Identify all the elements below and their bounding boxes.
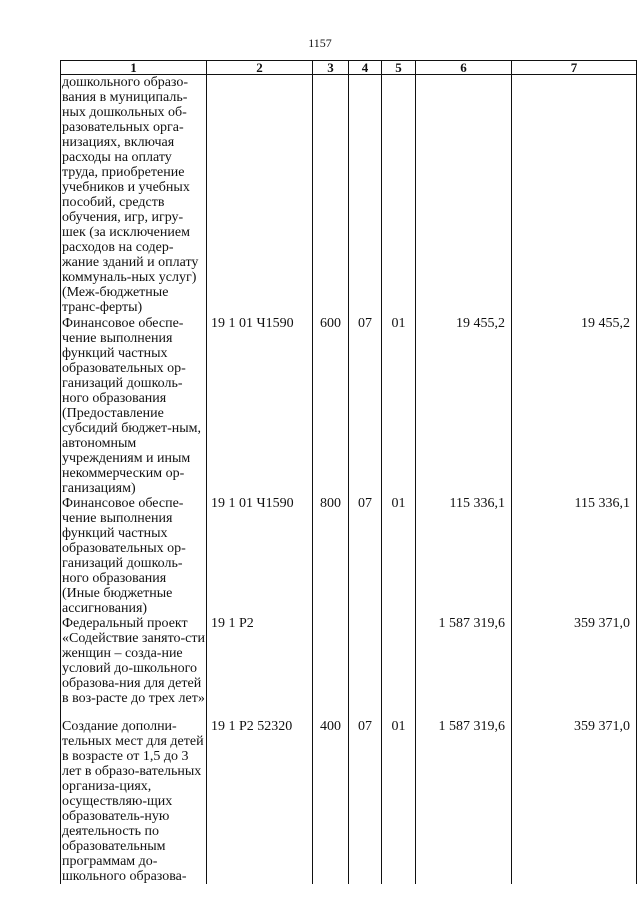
- row-col-6: 1 587 319,6: [416, 616, 512, 719]
- budget-table: [60, 60, 637, 884]
- row-col-7: 115 336,1: [512, 496, 637, 616]
- row-col-7: 359 371,0: [512, 719, 637, 884]
- header-col-6: 6: [416, 61, 512, 75]
- table-row: [61, 316, 637, 496]
- row-code: 19 1 01 Ч1590: [207, 496, 313, 616]
- row-col-6: 115 336,1: [416, 496, 512, 616]
- page-number: 1157: [308, 36, 332, 50]
- row-name: Финансовое обеспе-чение выполнения функций частных образовательных ор-ганизаций дошколь-ного образования (Иные бюджетные ассигнования): [61, 496, 207, 616]
- header-col-4: 4: [349, 61, 382, 75]
- row-col-4: [349, 75, 382, 317]
- row-col-4: 07: [349, 719, 382, 884]
- header-col-7: 7: [512, 61, 637, 75]
- row-col-3: [313, 616, 349, 719]
- row-col-5: 01: [382, 496, 416, 616]
- row-col-6: 1 587 319,6: [416, 719, 512, 884]
- table-row: [61, 719, 637, 884]
- table-header-row: [61, 61, 637, 75]
- row-name: дошкольного образо-вания в муниципаль-ных дошкольных об-разовательных орга-низациях, включая расходы на оплату труда, приобретение учебников и учебных пособий, средств обучения, игр, игру-шек (за исключением расходов на содер-жание зданий и оплату коммуналь-ных услуг) (Меж-бюджетные транс-ферты): [61, 75, 207, 317]
- row-col-4: [349, 616, 382, 719]
- row-col-3: 800: [313, 496, 349, 616]
- row-col-5: [382, 75, 416, 317]
- row-col-7: 359 371,0: [512, 616, 637, 719]
- row-col-3: [313, 75, 349, 317]
- row-col-7: [512, 75, 637, 317]
- table-row: [61, 496, 637, 616]
- row-code: 19 1 01 Ч1590: [207, 316, 313, 496]
- table-row: [61, 75, 637, 317]
- row-code: [207, 75, 313, 317]
- row-name: Создание дополни-тельных мест для детей в возрасте от 1,5 до 3 лет в образо-вательных организа-циях, осуществляю-щих образователь-ную деятельность по образовательным программам до-школьного образова-: [61, 719, 207, 884]
- row-col-4: 07: [349, 496, 382, 616]
- header-col-2: 2: [207, 61, 313, 75]
- row-name: Федеральный проект «Содействие занято-сти женщин – созда-ние условий до-школьного образова-ния для детей в воз-расте до трех лет»: [61, 616, 207, 719]
- row-col-5: 01: [382, 719, 416, 884]
- row-col-5: [382, 616, 416, 719]
- row-col-6: 19 455,2: [416, 316, 512, 496]
- header-col-5: 5: [382, 61, 416, 75]
- table-row: [61, 616, 637, 719]
- row-col-5: 01: [382, 316, 416, 496]
- header-col-3: 3: [313, 61, 349, 75]
- row-name: Финансовое обеспе-чение выполнения функций частных образовательных ор-ганизаций дошколь-ного образования (Предоставление субсидий бюджет-ным, автономным учреждениям и иным некоммерческим ор-ганизациям): [61, 316, 207, 496]
- header-col-1: 1: [61, 61, 207, 75]
- row-col-7: 19 455,2: [512, 316, 637, 496]
- row-col-6: [416, 75, 512, 317]
- row-code: 19 1 P2 52320: [207, 719, 313, 884]
- row-col-3: 600: [313, 316, 349, 496]
- row-col-3: 400: [313, 719, 349, 884]
- row-col-4: 07: [349, 316, 382, 496]
- row-code: 19 1 P2: [207, 616, 313, 719]
